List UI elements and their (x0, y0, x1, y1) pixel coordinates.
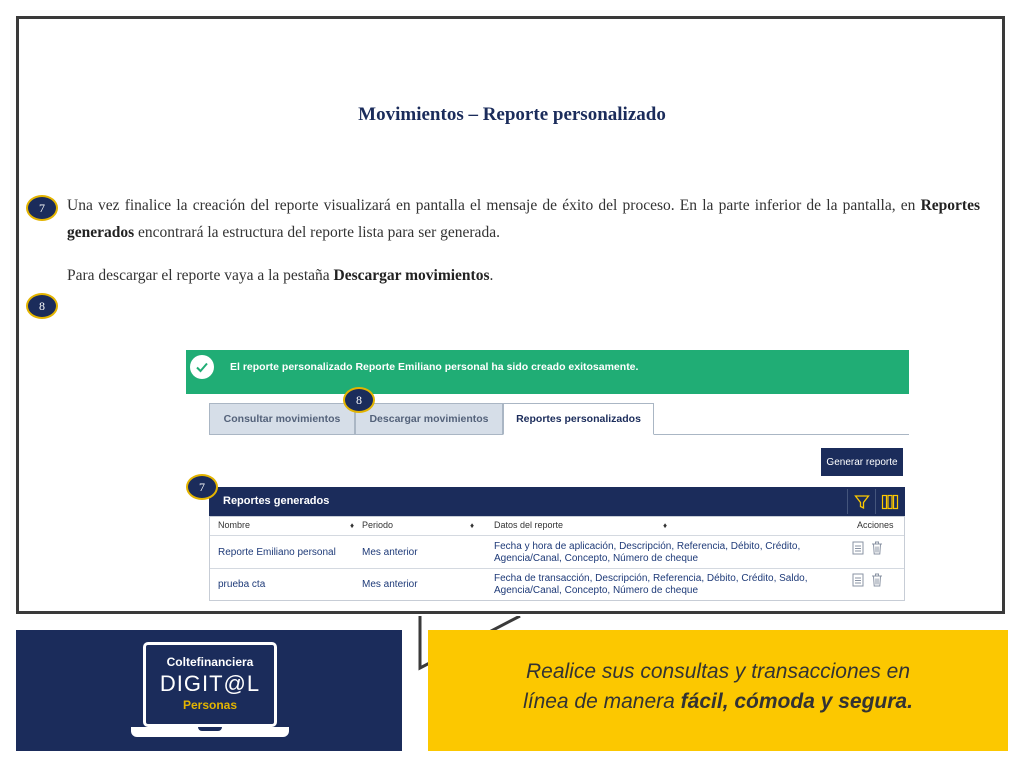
header-datos[interactable]: Datos del reporte (494, 520, 564, 530)
row1-nombre[interactable]: Reporte Emiliano personal (218, 547, 336, 558)
instruction-paragraph-1 (67, 192, 980, 246)
reports-panel-title: Reportes generados (223, 495, 330, 507)
para2-text-a: Para descargar el reporte vaya a la pestaña (67, 267, 334, 284)
header-periodo[interactable]: Periodo (362, 520, 394, 530)
document-icon[interactable] (852, 573, 864, 587)
tab-reportes-personalizados[interactable]: Reportes personalizados (503, 403, 654, 435)
instruction-paragraph-2 (67, 262, 980, 289)
tab-consultar-movimientos[interactable]: Consultar movimientos (209, 403, 355, 435)
generate-report-button[interactable]: Generar reporte (821, 448, 903, 476)
row1-datos-line1: Fecha y hora de aplicación, Descripción, Referencia, Débito, Crédito, (494, 541, 801, 552)
laptop-base-notch (198, 727, 222, 731)
logo-digital: DIGIT@L (159, 671, 261, 696)
step-7-badge: 7 (26, 195, 58, 221)
para1-bold: Reportes generados (67, 197, 980, 241)
slogan-line-2 (428, 690, 1008, 714)
sort-icon[interactable]: ♦ (350, 521, 355, 530)
trash-icon[interactable] (871, 541, 883, 555)
para1-text-b: encontrará la estructura del reporte lista para ser generada. (134, 224, 500, 241)
header-nombre[interactable]: Nombre (218, 520, 251, 530)
tab-divider (654, 434, 909, 435)
logo-brand-name: Coltefinanciera (166, 655, 254, 669)
columns-icon[interactable] (875, 489, 904, 514)
check-icon (190, 355, 214, 379)
trash-icon[interactable] (871, 573, 883, 587)
row-divider (210, 568, 904, 569)
row1-periodo: Mes anterior (362, 547, 418, 558)
sort-icon[interactable]: ♦ (470, 521, 475, 530)
para2-bold: Descargar movimientos (333, 267, 490, 284)
filter-icon[interactable] (847, 489, 875, 514)
step-8-badge: 8 (26, 293, 58, 319)
step-8-marker: 8 (343, 387, 375, 413)
tab-descargar-movimientos[interactable]: Descargar movimientos (355, 403, 503, 435)
slogan-line-2-bold: fácil, cómoda y segura. (680, 690, 913, 713)
step-7-marker: 7 (186, 474, 218, 500)
row1-datos-line2: Agencia/Canal, Concepto, Número de cheque (494, 553, 699, 564)
success-message: El reporte personalizado Reporte Emiliano personal ha sido creado exitosamente. (230, 361, 639, 373)
para1-text-a: Una vez finalice la creación del reporte visualizará en pantalla el mensaje de éxito del proceso. En la parte inferior de la pantalla, en (67, 197, 921, 214)
header-divider (210, 535, 904, 536)
slide-title: Movimientos – Reporte personalizado (358, 104, 666, 125)
sort-icon[interactable]: ♦ (663, 521, 668, 530)
para2-text-b: . (489, 267, 494, 284)
row2-datos-line2: Agencia/Canal, Concepto, Número de cheque (494, 585, 699, 596)
row2-datos-line1: Fecha de transacción, Descripción, Referencia, Débito, Crédito, Saldo, (494, 573, 808, 584)
logo-personas: Personas (182, 698, 238, 712)
row2-nombre[interactable]: prueba cta (218, 579, 266, 590)
slogan-line-2-text: línea de manera (523, 690, 681, 713)
slogan-line-1: Realice sus consultas y transacciones en (525, 660, 911, 683)
document-icon[interactable] (852, 541, 864, 555)
row2-periodo: Mes anterior (362, 579, 418, 590)
header-acciones: Acciones (857, 520, 894, 530)
